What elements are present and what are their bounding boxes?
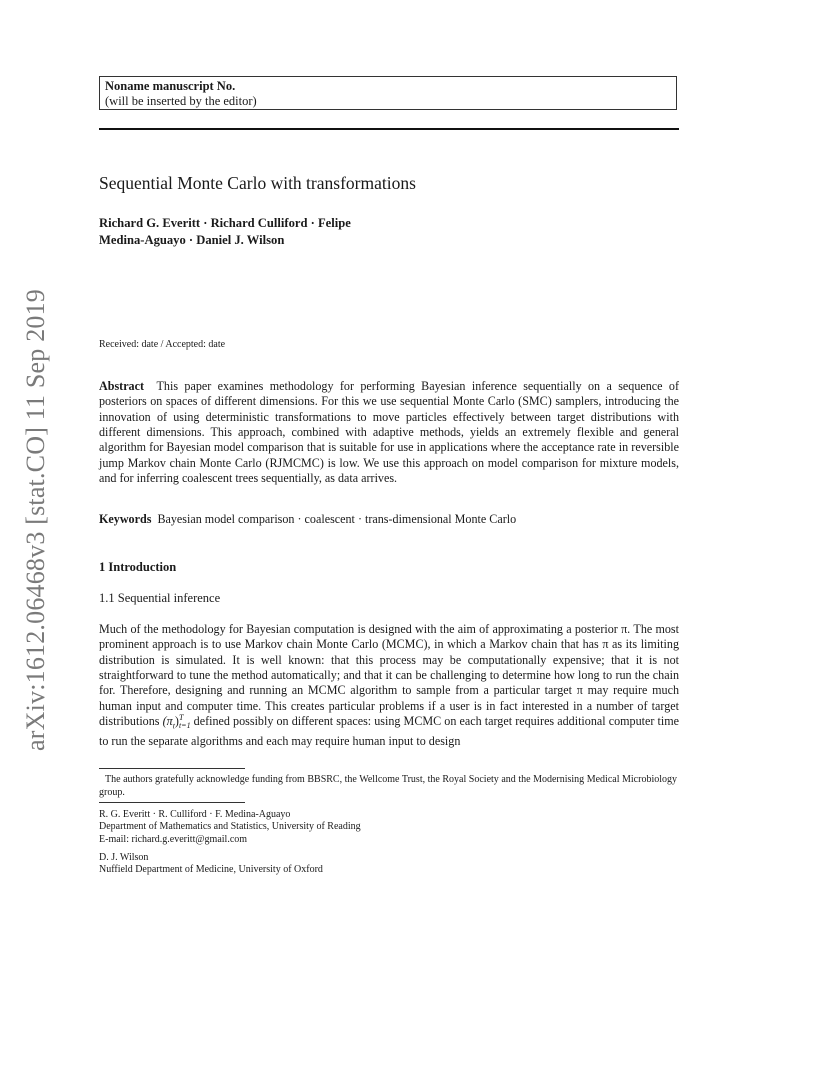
abstract-text: This paper examines methodology for performing Bayesian inference sequentially on a sequence of posteriors on spaces of different dimensions. For this we use sequential Monte Carlo (SMC) samplers, introducing the innovation of using deterministic transformations to move particles effectively between target distributions with different dimensions. This approach, combined with adaptive methods, yields an extremely flexible and general algorithm for Bayesian model comparison that is suitable for use in applications where the acceptance rate in reversible jump Markov chain Monte Carlo (RJMCMC) is low. We use this approach on model comparison for mixture models, and for inferring coalescent trees sequentially, as data arrives. xyxy=(99,379,679,486)
affiliation-email: E-mail: richard.g.everitt@gmail.com xyxy=(99,833,248,845)
author-line-2: Medina-Aguayo · Daniel J. Wilson xyxy=(99,232,285,247)
header-rule xyxy=(99,128,679,130)
received-date: Received: date / Accepted: date xyxy=(99,339,226,350)
section-heading: 1 Introduction xyxy=(99,560,177,574)
author-line-1: Richard G. Everitt · Richard Culliford · Felipe xyxy=(99,216,351,230)
paper-title: Sequential Monte Carlo with transformations xyxy=(99,173,416,193)
keywords-label: Keywords xyxy=(99,512,152,526)
subsection-heading: 1.1 Sequential inference xyxy=(99,591,221,605)
introduction-paragraph xyxy=(99,622,679,749)
arxiv-identifier-text: arXiv:1612.06468v3 [stat.CO] 11 Sep 2019 xyxy=(21,289,50,751)
affiliation-department: Department of Mathematics and Statistics, University of Reading xyxy=(99,821,361,833)
keywords-text: Bayesian model comparison · coalescent · trans-dimensional Monte Carlo xyxy=(157,512,517,526)
abstract-label: Abstract xyxy=(99,379,145,393)
math-expression: $(\pi_t)$ T t=1 xyxy=(162,713,191,731)
affiliation-reading xyxy=(99,809,361,846)
manuscript-number-label: Noname manuscript No. xyxy=(105,79,236,93)
affiliation-oxford xyxy=(99,852,323,877)
editor-note: (will be inserted by the editor) xyxy=(105,94,257,108)
affiliation-names: R. G. Everitt · R. Culliford · F. Medina-Aguayo xyxy=(99,809,291,820)
keywords xyxy=(99,512,679,527)
affiliation-department: Nuffield Department of Medicine, University of Oxford xyxy=(99,864,323,876)
paragraph-text-2: defined possibly on different spaces: using MCMC on each target requires additional computer time to run the separate algorithms and each may require human input to design xyxy=(99,714,679,748)
paragraph-text-1: Much of the methodology for Bayesian computation is designed with the aim of approximating a posterior π. The most prominent approach is to use Markov chain Monte Carlo (MCMC), in which a Markov chain that has π as its limiting distribution is simulated. It is well known: that this process may be computationally expensive; that it is not straightforward to tune the method automatically; and that it can be challenging to determine how long to run the chain for. Therefore, designing and running an MCMC algorithm to sample from a particular target π may require much human input and computer time. This creates particular problems if a user is in fact interested in a number of target distributions xyxy=(99,622,679,729)
manuscript-number-box xyxy=(99,76,677,110)
affiliation-names: D. J. Wilson xyxy=(99,852,149,863)
footnote-rule xyxy=(99,768,245,769)
abstract xyxy=(99,379,679,486)
acknowledgement-footnote: The authors gratefully acknowledge funding from BBSRC, the Wellcome Trust, the Royal Society and the Modernising Medical Microbiology group. xyxy=(99,774,677,798)
author-list xyxy=(99,215,351,248)
arxiv-identifier-stamp xyxy=(16,285,56,755)
affiliation-rule xyxy=(99,802,245,803)
